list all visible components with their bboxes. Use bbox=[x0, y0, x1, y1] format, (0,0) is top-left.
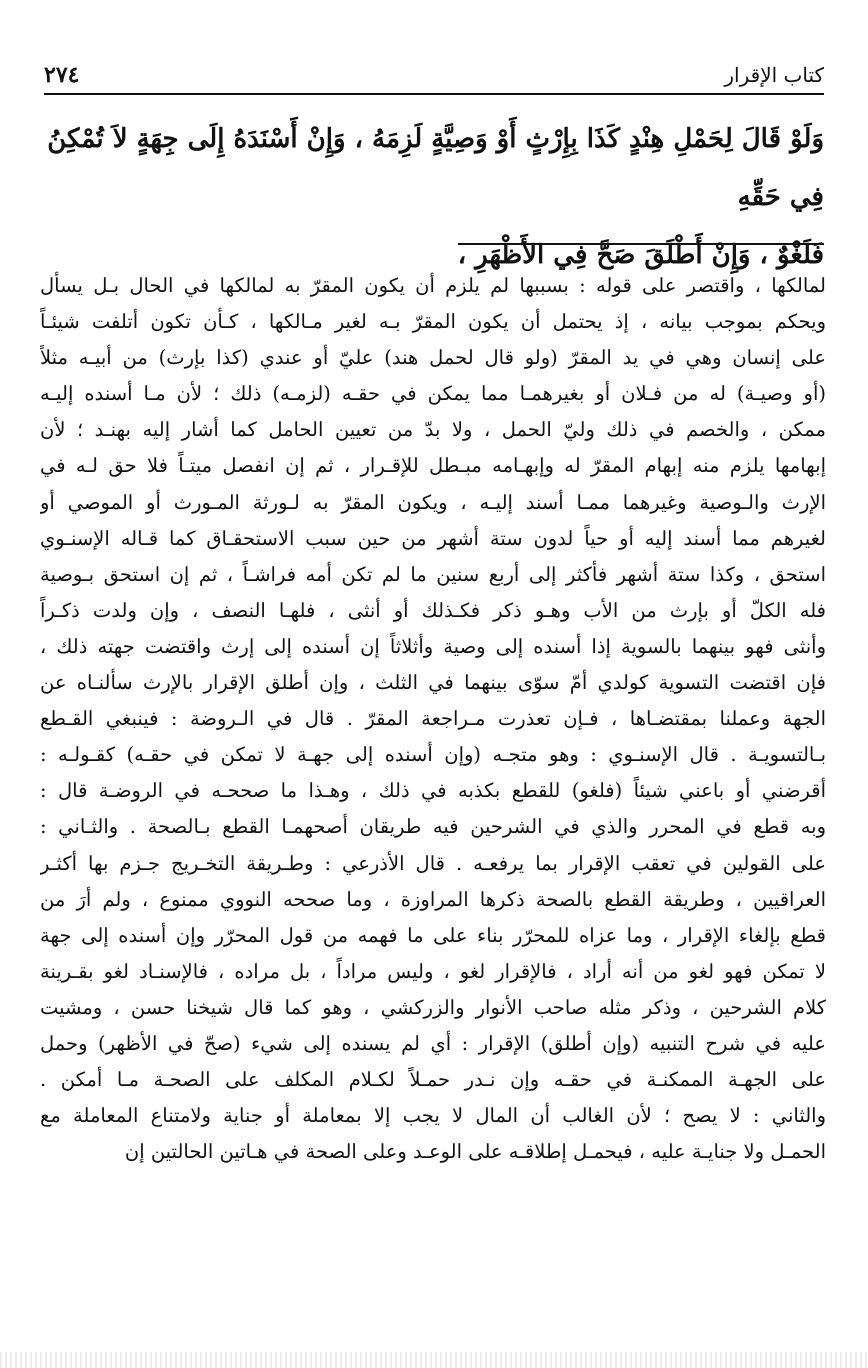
commentary-line: استحق ، وكذا ستة أشهر فأكثر إلى أربع سنين ما لم تكن أمه فراشـاً ، ثم إن استحق بـوصية bbox=[40, 562, 826, 586]
matn-text bbox=[44, 110, 824, 284]
commentary-line: على القولين في تعقب الإقرار بما يرفعـه . قال الأذرعي : وطـريقة التخـريج جـزم بها أكثـر bbox=[40, 851, 826, 875]
running-title: كتاب الإقرار bbox=[724, 63, 824, 87]
commentary-line: لمالكها ، واقتصر على قوله : بسببها لم يلزم أن يكون المقرّ به لمالكها في الحال بـل يسأل bbox=[40, 274, 826, 297]
commentary-line: قطع بإلغاء الإقرار ، وما عزاه للمحرّر بناء على ما فهمه من قول المحرّر وإن أسنده إلى جهة bbox=[40, 923, 826, 947]
commentary-line: وأنثى فهو بينهما بالسوية إذا أسنده إلى وصية وأثلاثاً إن أسنده إلى إرث واقتضت جهته ذلك ، bbox=[40, 634, 826, 658]
matn-line: فَلَغْوٌ ، وَإِنْ أَطْلَقَ صَحَّ فِي الأَظْهَرِ ، bbox=[457, 240, 824, 270]
commentary-line: فله الكلّ أو بإرث من الأب وهـو ذكر فكـذلك أو أنثى ، فلهـا النصف ، وإن ولدت ذكـراً bbox=[40, 598, 826, 622]
commentary-line: العراقيين ، وطريقة القطع بالصحة ذكرها المراوزة ، وما صححه النووي ممنوع ، ولم أرَ من bbox=[40, 887, 826, 911]
commentary-line: بـالتسويـة . قال الإسنـوي : وهو متجـه (وإن أسنده إلى جهـة لا تمكن في حقـه) كقـولـه : bbox=[40, 743, 826, 767]
commentary-line: ويحكم بموجب بيانه ، إذ يحتمل أن يكون المقرّ بـه لغير مـالكها ، كـأن تكون أتلفت شيئـاً bbox=[40, 310, 826, 334]
page-number: ٢٧٤ bbox=[44, 62, 80, 88]
page-header bbox=[44, 58, 824, 92]
commentary-line: الإرث والـوصية وغيرهما ممـا أسند إليـه ، ويكون المقرّ به لـورثة المـورث أو الموصي أو bbox=[40, 490, 826, 514]
commentary-line: على الجهـة الممكنـة في حقـه وإن نـدر حمـلاً لكـلام المكلف على الصحـة مـا أمكن . bbox=[40, 1068, 826, 1092]
commentary-line: الحمـل ولا جنايـة عليه ، فيحمـل إطلاقـه على الوعـد وعلى الصحة في هـاتين الحالتين إن bbox=[124, 1140, 826, 1164]
commentary-line: لا تمكن فهو لغو من أنه أراد ، فالإقرار لغو ، وليس مراداً ، بل مراده ، فالإسنـاد لغو بقـرينة bbox=[40, 959, 826, 983]
commentary-line: إبهامها يلزم منه إبهام المقرّ له وإبهـامه مبـطل للإقـرار ، ثم إن انفصل ميتـاً فلا حق لـه في bbox=[40, 454, 826, 478]
commentary-line: على إنسان وهي في يد المقرّ (ولو قال لحمل هند) عليّ أو عندي (كذا بإرث) من أبيـه مثلاً bbox=[40, 346, 826, 370]
separator-rule bbox=[458, 243, 824, 245]
commentary-line: كلام الشرحين ، وذكر مثله صاحب الأنوار والزركشي ، وهو كما قال شيخنا حسن ، ومشيت bbox=[40, 995, 826, 1019]
matn-line: وَلَوْ قَالَ لِحَمْلِ هِنْدٍ كَذَا بِإِرْثٍ أَوْ وَصِيَّةٍ لَزِمَهُ ، وَإِنْ أَسْنَدَهُ إِلَى جِهَةٍ لاَ تُمْكِنُ فِي حَقِّهِ bbox=[47, 124, 824, 212]
commentary-line: الجهة وعملنا بمقتضـاها ، فـإن تعذرت مـراجعة المقرّ . قال في الـروضة : فينبغي القـطع bbox=[40, 707, 826, 731]
header-rule bbox=[44, 93, 824, 95]
commentary-line: ممكن ، والخصم في ذلك وليّ الحمل ، ولا بدّ من تعيين الحامل كما أشار إليه بهنـد ؛ لأن bbox=[40, 418, 826, 442]
commentary-line: فإن اقتضت التسوية كولدي أمّ سوّى بينهما في الثلث ، وإن أطلق الإقرار بالإرث سألنـاه عن bbox=[40, 671, 826, 695]
commentary-text bbox=[40, 268, 826, 1170]
commentary-line: لغيرهم مما أسند إليه أو حياً لدون ستة أشهر من حين سبب الاستحقـاق كما قـاله الإسنـوي bbox=[40, 526, 826, 550]
commentary-line: عليه في شرح التنبيه (وإن أطلق) الإقرار : أي لم يسنده إلى شيء (صحّ في الأظهر) وحمل bbox=[40, 1031, 826, 1055]
commentary-line: والثاني : لا يصح ؛ لأن الغالب أن المال لا يجب إلا بمعاملة أو جناية ولامتناع المعاملة مع bbox=[40, 1104, 826, 1128]
commentary-line: أقرضني أو باعني شيئاً (فلغو) للقطع بكذبه في ذلك ، وهـذا ما صححـه في الروضـة قال : bbox=[40, 779, 826, 803]
commentary-line: (أو وصيـة) له من فـلان أو بغيرهمـا مما يمكن في حقـه (لزمـه) ذلك ؛ لأن مـا أسنده إليـه bbox=[40, 382, 826, 406]
scan-edge-noise bbox=[0, 1352, 868, 1368]
commentary-line: وبه قطع في المحرر والذي في الشرحين فيه طريقان أصحهمـا القطع بـالصحة . والثـاني : bbox=[40, 815, 826, 839]
